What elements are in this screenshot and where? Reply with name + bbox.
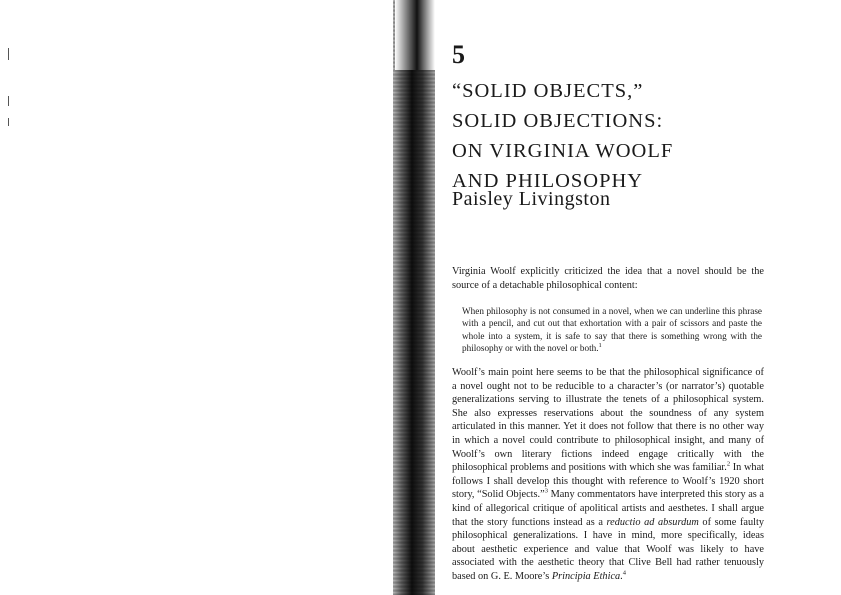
intro-text: Virginia Woolf explicitly criticized the idea that a novel should be the source of a detachable philosophical content:: [452, 266, 764, 291]
footnote-marker[interactable]: 3: [544, 487, 548, 495]
author-name: Paisley Livingston: [452, 188, 611, 210]
page-edge-mark: [8, 48, 9, 60]
italic-term: reductio ad absurdum: [606, 516, 699, 528]
body-text-segment: .: [620, 570, 623, 582]
page-edge-mark: [8, 96, 9, 106]
footnote-marker[interactable]: 4: [622, 569, 626, 577]
main-paragraph: [452, 366, 764, 584]
book-title: Principia Ethica: [551, 570, 621, 582]
footnote-marker[interactable]: 2: [726, 460, 731, 468]
quote-paragraph: [462, 305, 762, 355]
title-line: SOLID OBJECTIONS:: [452, 110, 664, 132]
page-edge-mark: [8, 118, 9, 126]
title-line: AND PHILOSOPHY: [452, 170, 644, 192]
body-text-segment: Woolf’s main point here seems to be that the philosophical significance of a novel ought not to be reducible to a character’s (or narrator’s) quotable generalizations serving to illustrate the tenets of a philosophical system. She also expresses reservations about the soundness of any system articulated in this manner. Yet it does not follow that there is no other way in which a novel could contribute to philosophical insight, and many of Woolf’s own literary fictions indeed engage critically with the philosophical problems and positions with which she was familiar.: [452, 367, 764, 474]
body-text-segment: In what follows I shall develop this thought with reference to Woolf’s 1920 short story, “Solid Objects.”: [452, 462, 764, 501]
main-paragraph-text: [452, 366, 764, 584]
footnote-marker[interactable]: 1: [598, 342, 602, 350]
book-spine-gutter: [393, 0, 435, 595]
book-spine-shadow: [395, 0, 435, 70]
body-text-segment: Many commentators have interpreted this story as a kind of allegorical critique of apolitical artists and aesthetes. I shall argue that the story functions instead as a: [452, 489, 765, 528]
title-line: ON VIRGINIA WOOLF: [452, 140, 674, 162]
intro-paragraph: [452, 265, 764, 292]
body-text-segment: of some faulty philosophical generalizations. I have in mind, more specifically, ideas about aesthetic experience and value that Woolf was likely to have associated with the aesthetic theory that Clive Bell had rather tenuously based on G. E. Moore’s: [452, 516, 764, 582]
block-quote: [462, 305, 762, 355]
title-line: “SOLID OBJECTS,”: [452, 80, 644, 102]
quote-text: When philosophy is not consumed in a novel, when we can underline this phrase with a pencil, and cut out that exhortation with a pair of scissors and paste the whole into a system, it is safe to say that there is something wrong with the philosophy or with the novel or both.: [462, 306, 762, 354]
chapter-number: 5: [452, 40, 465, 69]
left-page: [0, 0, 395, 595]
chapter-title: [452, 76, 673, 196]
